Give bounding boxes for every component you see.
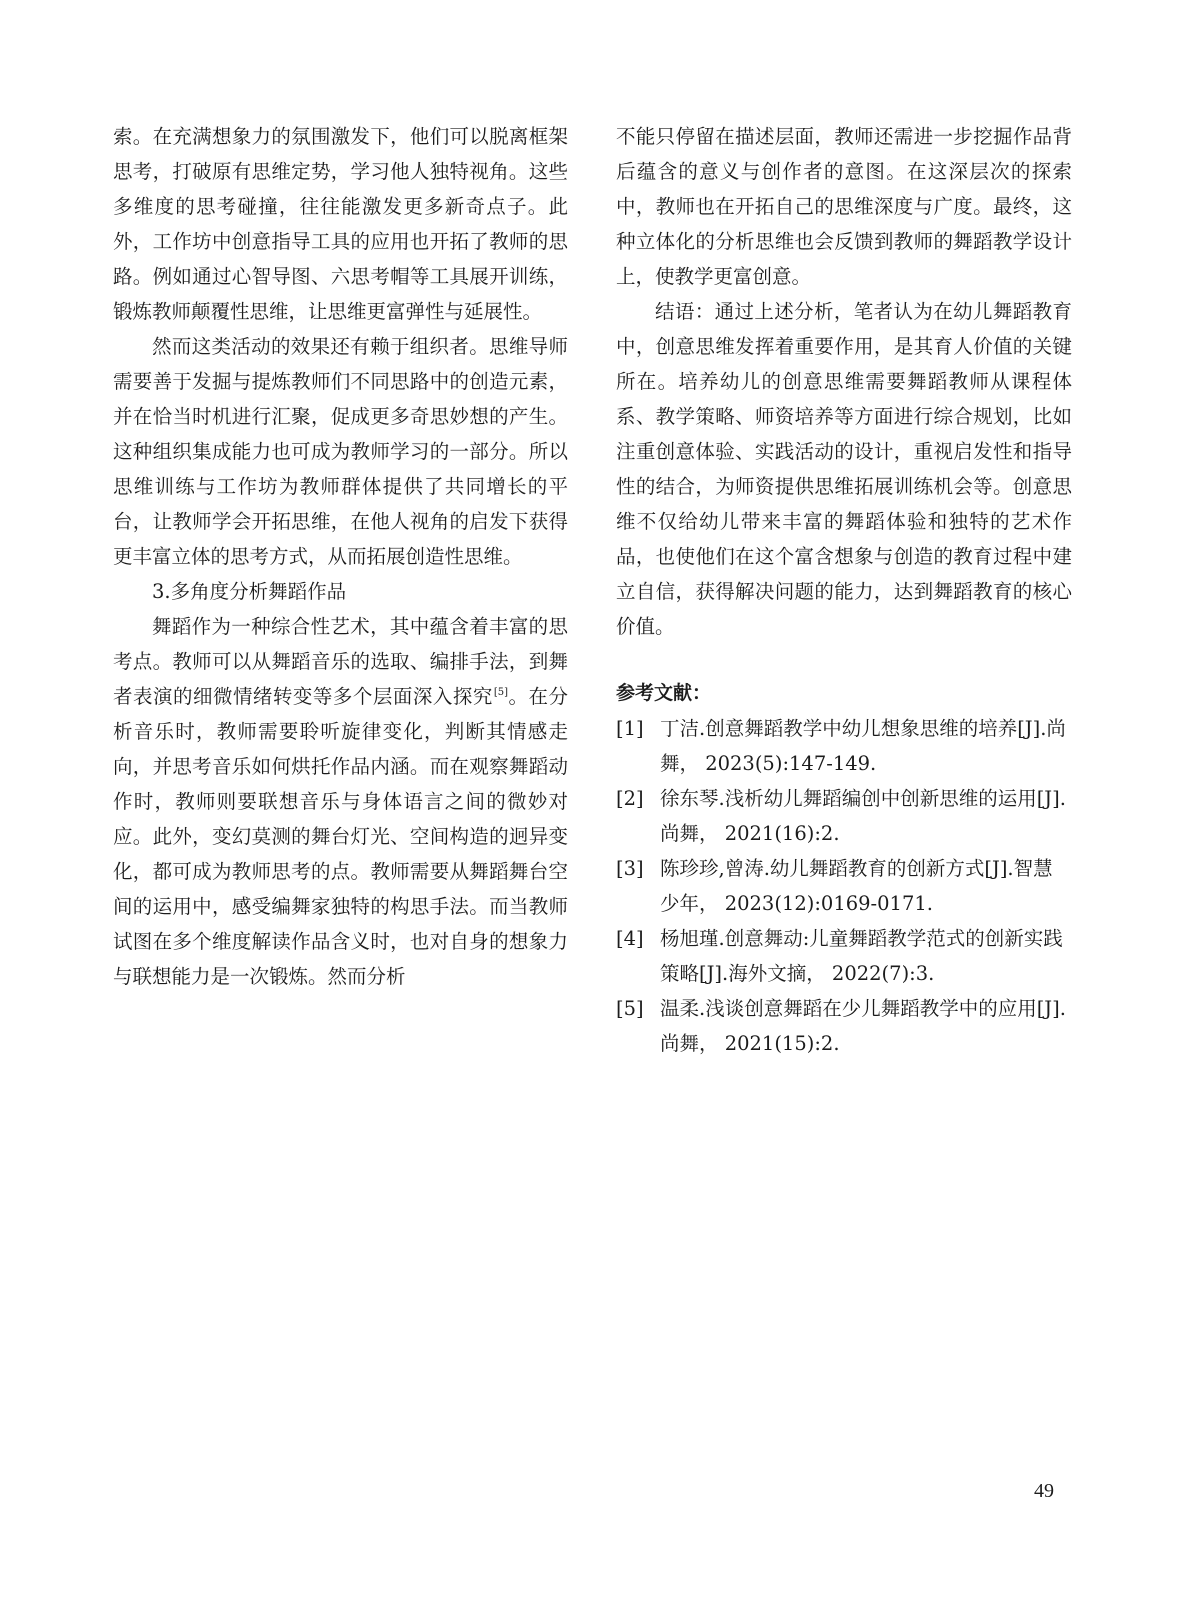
page-number: 49 — [1034, 1480, 1054, 1502]
reference-item — [616, 851, 1072, 921]
reference-number: [4] — [616, 927, 644, 950]
reference-item — [616, 921, 1072, 991]
reference-text: 杨旭瑾.创意舞动:儿童舞蹈教学范式的创新实践策略[J].海外文摘， 2022(7):3. — [660, 927, 1063, 985]
paragraph: 索。在充满想象力的氛围激发下，他们可以脱离框架思考，打破原有思维定势，学习他人独特视角。这些多维度的思考碰撞，往往能激发更多新奇点子。此外，工作坊中创意指导工具的应用也开拓了教师的思路。例如通过心智导图、六思考帽等工具展开训练，锻炼教师颠覆性思维，让思维更富弹性与延展性。 — [113, 125, 568, 323]
reference-number: [1] — [616, 717, 644, 740]
paragraph: 不能只停留在描述层面，教师还需进一步挖掘作品背后蕴含的意义与创作者的意图。在这深层次的探索中，教师也在开拓自己的思维深度与广度。最终，这种立体化的分析思维也会反馈到教师的舞蹈教学设计上，使教学更富创意。 — [616, 125, 1072, 288]
reference-text: 徐东琴.浅析幼儿舞蹈编创中创新思维的运用[J].尚舞， 2021(16):2. — [660, 787, 1066, 845]
section-heading: 3.多角度分析舞蹈作品 — [152, 580, 347, 603]
references-title: 参考文献： — [616, 682, 712, 704]
conclusion-paragraph: 结语：通过上述分析，笔者认为在幼儿舞蹈教育中，创意思维发挥着重要作用，是其育人价值的关键所在。培养幼儿的创意思维需要舞蹈教师从课程体系、教学策略、师资培养等方面进行综合规划，比如注重创意体验、实践活动的设计，重视启发性和指导性的结合，为师资提供思维拓展训练机会等。创意思维不仅给幼儿带来丰富的舞蹈体验和独特的艺术作品，也使他们在这个富含想象与创造的教育过程中建立自信，获得解决问题的能力，达到舞蹈教育的核心价值。 — [616, 300, 1072, 638]
paragraph-text: 舞蹈作为一种综合性艺术，其中蕴含着丰富的思考点。教师可以从舞蹈音乐的选取、编排手法，到舞者表演的细微情绪转变等多个层面深入探究 — [113, 615, 568, 708]
reference-number: [3] — [616, 857, 644, 880]
reference-item — [616, 781, 1072, 851]
reference-text: 丁洁.创意舞蹈教学中幼儿想象思维的培养[J].尚舞， 2023(5):147-149. — [660, 717, 1066, 775]
paragraph-text: 。在分析音乐时，教师需要聆听旋律变化，判断其情感走向，并思考音乐如何烘托作品内涵。而在观察舞蹈动作时，教师则要联想音乐与身体语言之间的微妙对应。此外，变幻莫测的舞台灯光、空间构造的迥异变化，都可成为教师思考的点。教师需要从舞蹈舞台空间的运用中，感受编舞家独特的构思手法。而当教师试图在多个维度解读作品含义时，也对自身的想象力与联想能力是一次锻炼。然而分析 — [113, 685, 568, 988]
paragraph: 然而这类活动的效果还有赖于组织者。思维导师需要善于发掘与提炼教师们不同思路中的创造元素，并在恰当时机进行汇聚，促成更多奇思妙想的产生。这种组织集成能力也可成为教师学习的一部分。所以思维训练与工作坊为教师群体提供了共同增长的平台，让教师学会开拓思维，在他人视角的启发下获得更丰富立体的思考方式，从而拓展创造性思维。 — [113, 335, 568, 568]
references-list — [616, 711, 1072, 1061]
paragraph — [113, 609, 568, 994]
reference-item — [616, 991, 1072, 1061]
reference-number: [5] — [616, 997, 644, 1020]
reference-text: 温柔.浅谈创意舞蹈在少儿舞蹈教学中的应用[J].尚舞， 2021(15):2. — [660, 997, 1066, 1055]
left-column — [113, 119, 568, 994]
citation-marker: [5] — [493, 687, 508, 698]
reference-item — [616, 711, 1072, 781]
reference-number: [2] — [616, 787, 644, 810]
reference-text: 陈珍珍,曾涛.幼儿舞蹈教育的创新方式[J].智慧少年， 2023(12):0169-0171. — [660, 857, 1053, 915]
right-column — [616, 119, 1072, 1061]
